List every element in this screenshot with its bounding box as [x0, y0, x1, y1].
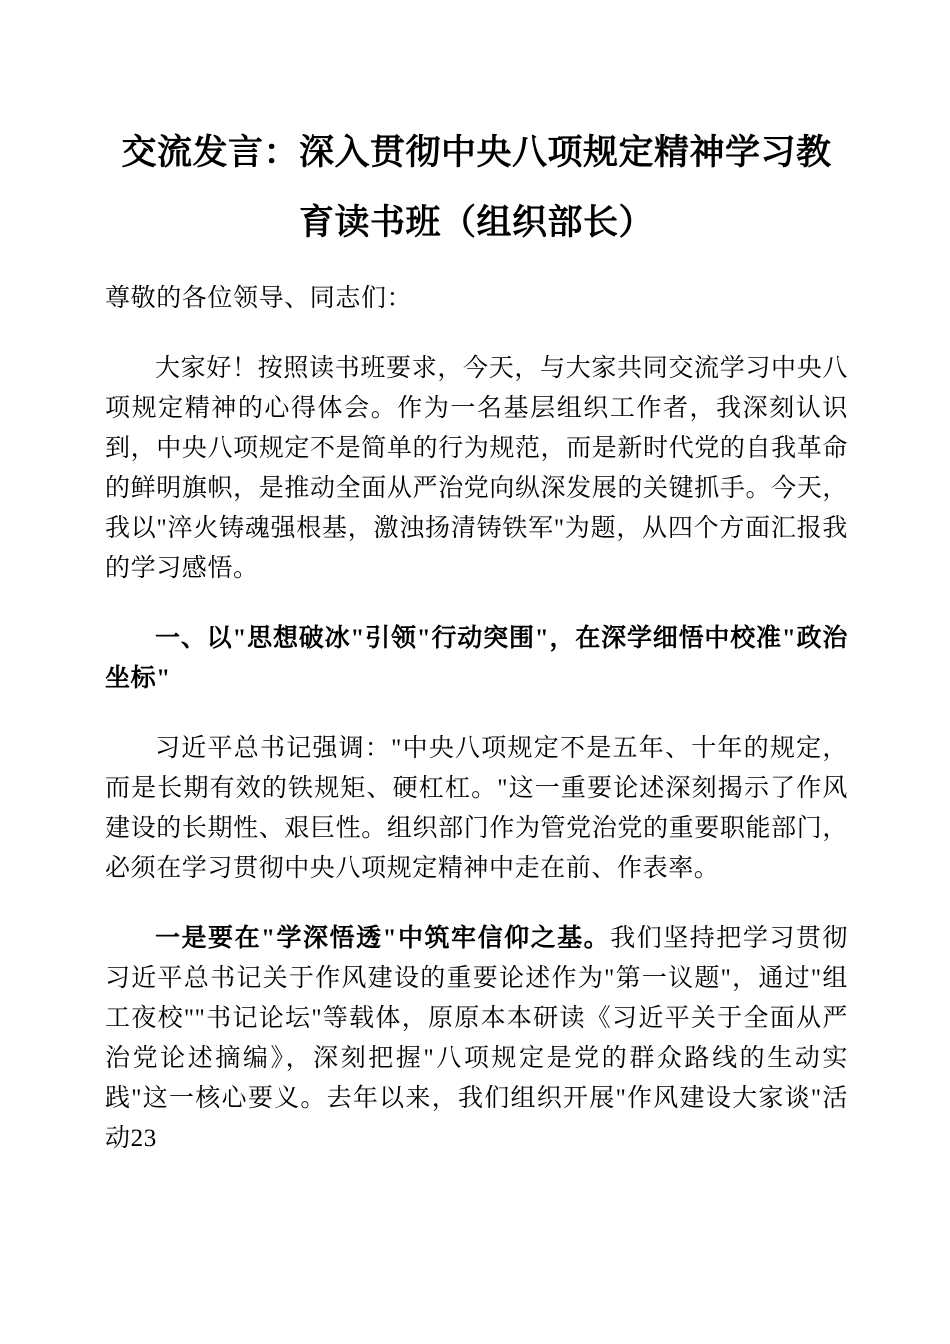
point-one-paragraph [105, 919, 848, 1159]
document-title: 交流发言：深入贯彻中央八项规定精神学习教育读书班（组织部长） [121, 133, 832, 242]
intro-paragraph: 大家好！按照读书班要求，今天，与大家共同交流学习中央八项规定精神的心得体会。作为一名基层组织工作者，我深刻认识到，中央八项规定不是简单的行为规范，而是新时代党的自我革命的鲜明旗帜，是推动全面从严治党向纵深发展的关键抓手。今天，我以"淬火铸魂强根基，激浊扬清铸铁军"为题，从四个方面汇报我的学习感悟。 [105, 355, 848, 582]
point-one-lead: 一是要在"学深悟透"中筑牢信仰之基。 [155, 925, 611, 952]
section-one-heading: 一、以"思想破冰"引领"行动突围"，在深学细悟中校准"政治坐标" [105, 625, 848, 692]
section-one-paragraph: 习近平总书记强调："中央八项规定不是五年、十年的规定，而是长期有效的铁规矩、硬杠杠。"这一重要论述深刻揭示了作风建设的长期性、艰巨性。组织部门作为管党治党的重要职能部门，必须在学习贯彻中央八项规定精神中走在前、作表率。 [105, 735, 848, 882]
salutation: 尊敬的各位领导、同志们： [105, 285, 413, 312]
point-one-text: 我们坚持把学习贯彻习近平总书记关于作风建设的重要论述作为"第一议题"，通过"组工夜校""书记论坛"等载体，原原本本研读《习近平关于全面从严治党论述摘编》，深刻把握"八项规定是党的群众路线的生动实践"这一核心要义。去年以来，我们组织开展"作风建设大家谈"活动23 [105, 925, 848, 1152]
